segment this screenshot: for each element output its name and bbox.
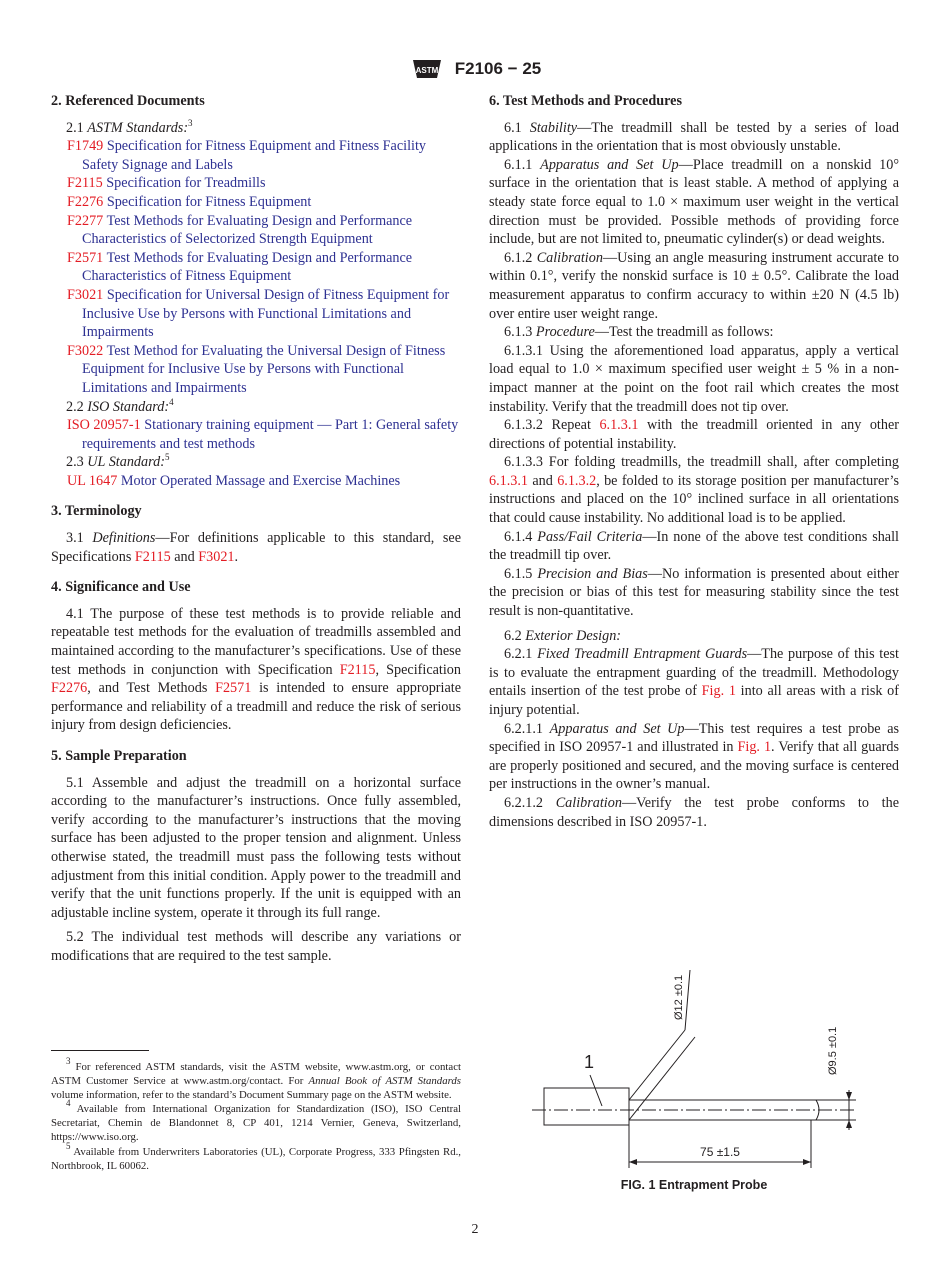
link-fig-1[interactable]: Fig. 1 [737,739,772,756]
dim-75-label: 75 ±1.5 [700,1145,740,1159]
astm-logo-icon [409,56,445,82]
paragraph-6-2-1-1: 6.2.1.1 Apparatus and Set Up—This test requires a test probe as specified in ISO 20957-1 and illustrated in Fig. 1. Verify that all guards are properly positioned and secured, and the moving surface is centered per instructions in the owner’s manual. [489,720,900,793]
probe-handle [544,1088,629,1125]
paragraph-6-1: 6.1 Stability—The treadmill shall be tested by a series of load applications in the orientation that is most obviously unstable. [489,119,900,155]
link-f2276[interactable]: F2276 [51,680,88,697]
section-5-title: 5. Sample Preparation [51,748,187,764]
link-6-1-3-2[interactable]: 6.1.3.2 [557,472,597,489]
page-header [0,56,950,82]
link-6-1-3-1[interactable]: 6.1.3.1 [489,472,529,489]
section-4-title: 4. Significance and Use [51,579,191,596]
astm-reference-f2276[interactable]: F2276 Specification for Fitness Equipment [67,193,312,210]
paragraph-6-2-1-2: 6.2.1.2 Calibration—Verify the test probe conforms to the dimensions described in ISO 20957-1. [489,794,899,830]
paragraph-6-1-3-3: 6.1.3.3 For folding treadmills, the treadmill shall, after completing 6.1.3.1 and 6.1.3.2, be folded to its storage position per manufacturer’s instructions and placed on the 10° inclined surface in all orientations that could cause instability. No additional load is to be applied. [489,454,899,527]
dim-12-leader-1 [629,1030,685,1100]
subsection-2-1: 2.1 ASTM Standards:$^3$ [66,117,193,136]
section-6-title: 6. Test Methods and Procedures [489,93,682,109]
ul-reference[interactable]: UL 1647 Motor Operated Massage and Exercise Machines [67,472,401,489]
subsection-2-2: 2.2 ISO Standard:$^4$ [66,396,174,415]
footnote-4: $^4$ Available from International Organization for Standardization (ISO), ISO Central Secretariat, Chemin de Blandonnet 8, CP 401, 1214 Vernier, Geneva, Switzerland, https://www.iso.org. [51,1098,462,1144]
paragraph-5-2: 5.2 The individual test methods will describe any variations or modifications that are required to the test sample. [51,929,461,964]
link-f2571[interactable]: F2571 [215,680,252,697]
arrowhead-75-right [803,1159,811,1165]
section-2-title: 2. Referenced Documents [51,93,205,109]
page-number: 2 [471,1222,479,1237]
paragraph-6-2: 6.2 Exterior Design: [504,627,622,644]
footnotes [51,1056,462,1173]
link-f3021[interactable]: F3021 [198,548,235,565]
dim-12-label: Ø12 ±0.1 [673,974,685,1020]
left-column [51,92,461,966]
link-f2115[interactable]: F2115 [339,661,376,678]
arrowhead-75-left [629,1159,637,1165]
right-column [489,92,899,831]
astm-reference-f2571[interactable]: F2571 Test Methods for Evaluating Design and Performance Characteristics of Fitness Equipment [67,249,413,285]
figure-caption: FIG. 1 Entrapment Probe [620,1178,768,1192]
designation: F2106 − 25 [454,59,542,78]
astm-reference-list [51,137,461,397]
link-6-1-3-1[interactable]: 6.1.3.1 [599,417,639,434]
paragraph-6-1-3-1: 6.1.3.1 Using the aforementioned load apparatus, apply a vertical load equal to 1.0 × maximum specified user weight ± 5 % in a non-impact manner at the point on the foot rail which creates the most instability. Verify that the treadmill does not tip over. [489,342,899,415]
paragraph-6-1-4: 6.1.4 Pass/Fail Criteria—In none of the above test conditions shall the treadmill tip over. [489,528,899,564]
subsection-2-3: 2.3 UL Standard:$^5$ [66,452,170,471]
footnote-5: $^5$ Available from Underwriters Laboratories (UL), Corporate Progress, 333 Pfingsten Rd., Northbrook, IL 60062. [51,1140,462,1172]
astm-reference-f2115[interactable]: F2115 Specification for Treadmills [67,175,266,192]
paragraph-4-1: 4.1 The purpose of these test methods is to provide reliable and repeatable test methods for the evaluation of treadmills assembled and maintained according to the manufacturer’s specifications. Use of these test methods in conjunction with Specification F2115, Specification F2276, and Test Methods F2571 is intended to ensure appropriate performance and reliability of a treadmill and reduce the risk of serious injury from design deficiencies. [51,605,461,734]
link-f2115[interactable]: F2115 [134,548,171,565]
paragraph-6-2-1: 6.2.1 Fixed Treadmill Entrapment Guards—The purpose of this test is to evaluate the entrapment guarding of the treadmill. Methodology entails insertion of the test probe of Fig. 1 into all areas with a risk of injury potential. [489,646,900,718]
section-3-title: 3. Terminology [51,503,142,520]
callout-label: 1 [584,1052,595,1072]
dim-12-extension [685,970,690,1030]
astm-reference-f3021[interactable]: F3021 Specification for Universal Design of Fitness Equipment for Inclusive Use by Persons with Functional Limitations and Impairments [67,286,450,341]
astm-reference-f1749[interactable]: F1749 Specification for Fitness Equipment and Fitness Facility Safety Signage and Labels [67,138,426,173]
paragraph-6-1-2: 6.1.2 Calibration—Using an angle measuring instrument accurate to within 0.1°, verify the nonskid surface is 10 ± 0.5°. Calibrate the load measurement apparatus to confirm accuracy to within ±20 N (4.5 lb) over entire user weight range. [489,249,900,322]
paragraph-5-1: 5.1 Assemble and adjust the treadmill on a horizontal surface according to the manufacturer’s instructions. Once fully assembled, verify according to the manufacturer’s instructions that the moving surface has been adjusted to the proper tension and alignment. Unless otherwise stated, the treadmill must pass the following tests without adjustment from this initial condition. Apply power to the treadmill and verify that the unit functions properly. If the unit is equipped with an adjustable incline system, operate it through its full range. [51,774,461,921]
link-fig-1[interactable]: Fig. 1 [701,683,736,700]
entrapment-probe-figure [530,950,860,1180]
paragraph-6-1-1: 6.1.1 Apparatus and Set Up—Place treadmill on a nonskid 10° surface in the orientation that is least stable. A method of applying a steady state force equal to 1.0 × maximum user weight in the vertical direction must be provided. Possible methods of providing force include, but are not limited to, pneumatic cylinder(s) or dead weights. [489,156,899,248]
footnote-divider [51,1050,149,1051]
paragraph-6-1-3-2: 6.1.3.2 Repeat 6.1.3.1 with the treadmill oriented in any other directions of potential instability. [489,417,899,452]
callout-leader [590,1075,602,1106]
dim-9-5-label: Ø9.5 ±0.1 [827,1026,839,1075]
astm-reference-f3022[interactable]: F3022 Test Method for Evaluating the Universal Design of Fitness Equipment for Inclusive Use by Persons with Functional Limitations and Impairments [67,342,446,396]
astm-reference-f2277[interactable]: F2277 Test Methods for Evaluating Design and Performance Characteristics of Selectorized Strength Equipment [67,212,413,248]
iso-reference[interactable]: ISO 20957-1 Stationary training equipment — Part 1: General safety requirements and test methods [67,417,459,452]
dim-12-leader-2 [629,1037,695,1120]
paragraph-6-1-5: 6.1.5 Precision and Bias—No information is presented about either the precision or bias of this test for measuring stability since the test result is non-quantitative. [489,565,899,620]
paragraph-6-1-3: 6.1.3 Procedure—Test the treadmill as follows: [504,324,774,341]
arrowhead-9-5-bottom [846,1120,852,1128]
arrowhead-9-5-top [846,1092,852,1100]
footnote-3: $^3$ For referenced ASTM standards, visit the ASTM website, www.astm.org, or contact ASTM Customer Service at www.astm.org/contact. For Annual Book of ASTM Standards volume information, refer to the standard’s Document Summary page on the ASTM website. [51,1056,461,1102]
paragraph-3-1: 3.1 Definitions—For definitions applicable to this standard, see Specifications F2115 and F3021. [51,530,462,565]
svg-text:ASTM: ASTM [415,66,439,75]
